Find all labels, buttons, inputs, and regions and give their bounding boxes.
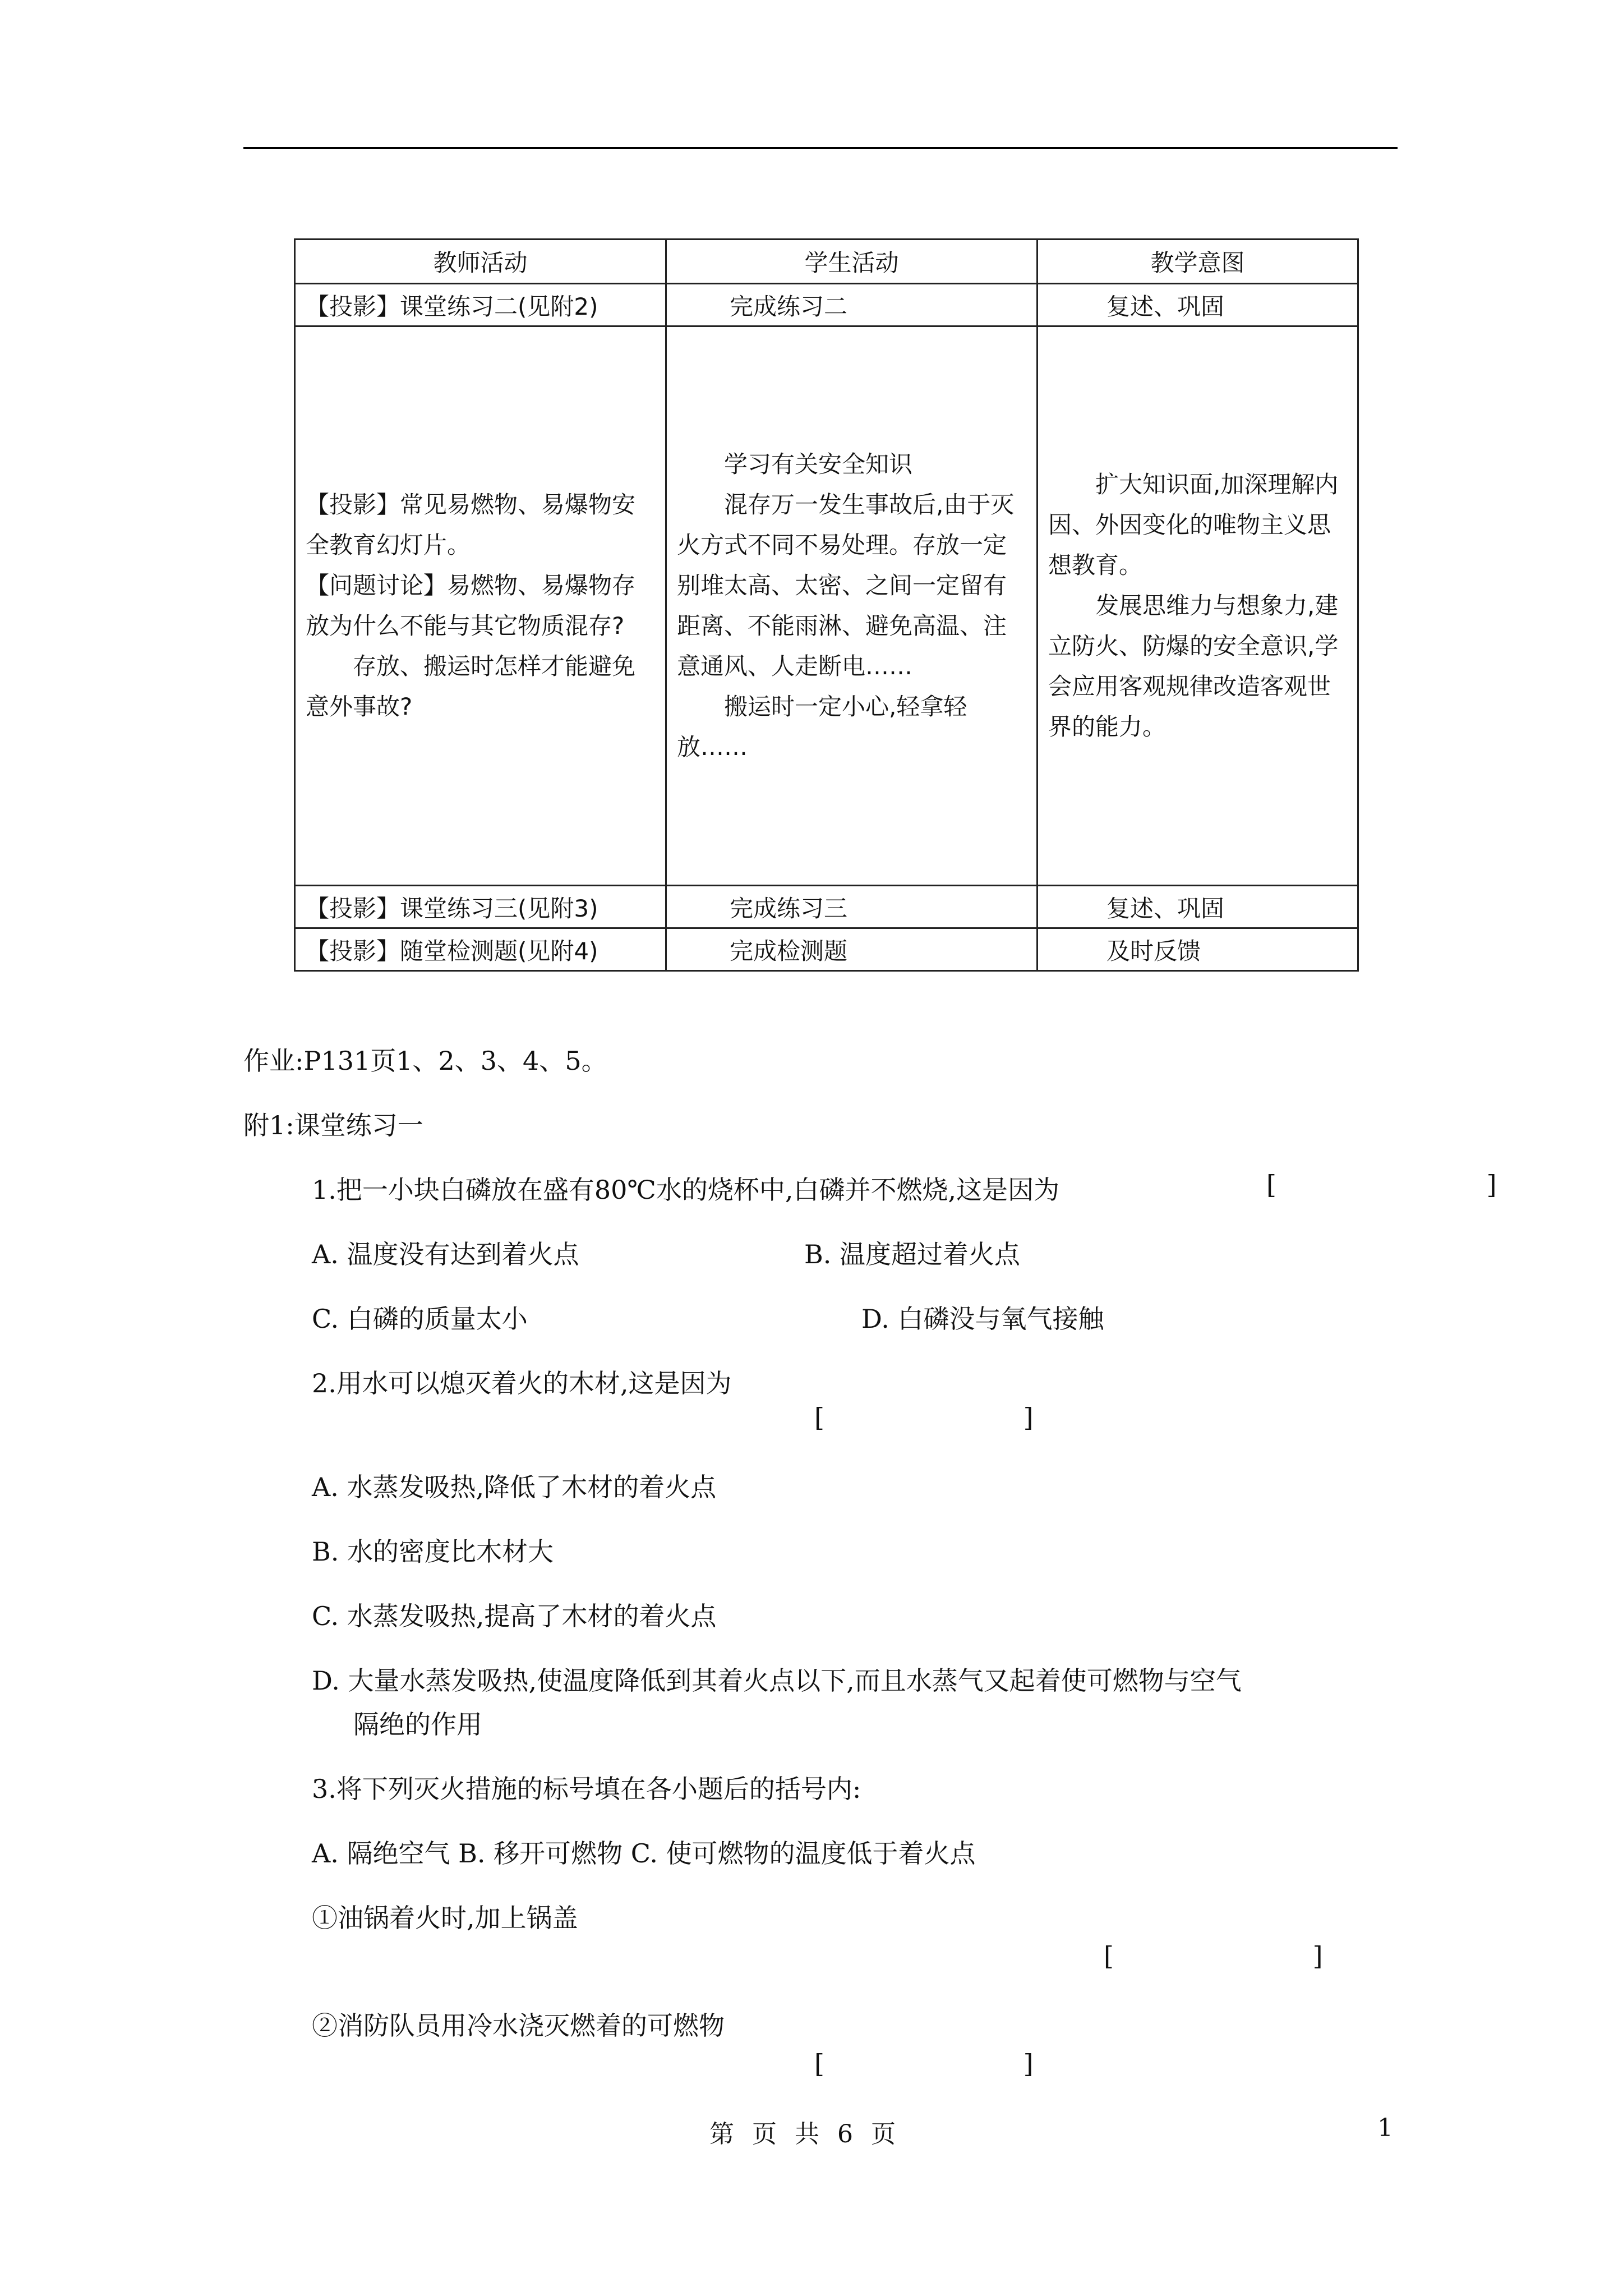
question-1-stem: 1.把一小块白磷放在盛有80℃水的烧杯中,白磷并不燃烧,这是因为 [312, 1175, 1060, 1205]
teacher-text: 【问题讨论】易燃物、易爆物存放为什么不能与其它物质混存? [306, 572, 636, 639]
intent-cell: 复述、巩固 [1038, 284, 1358, 326]
option-d: D. 白磷没与氧气接触 [861, 1304, 1104, 1334]
item-1-answer-bracket: [ ] [1104, 1941, 1418, 1971]
page-footer-label: 第 页 共 6 页 [709, 2120, 896, 2148]
intent-text: 发展思维力与想象力,建立防火、防爆的安全意识,学会应用客观规律改造客观世界的能力。 [1048, 592, 1339, 740]
header-student: 学生活动 [666, 240, 1038, 284]
intent-cell: 及时反馈 [1038, 928, 1358, 971]
teacher-cell: 【投影】课堂练习二(见附2) [295, 284, 666, 326]
option-d-continued: 隔绝的作用 [353, 1709, 482, 1740]
table-row [295, 886, 1358, 928]
table-row [295, 928, 1358, 971]
intent-text: 扩大知识面,加深理解内因、外因变化的唯物主义思想教育。 [1048, 471, 1339, 579]
item-2-answer-bracket: [ ] [814, 2049, 1129, 2079]
option-c: C. 白磷的质量太小 [312, 1304, 528, 1334]
teacher-cell: 【投影】随堂检测题(见附4) [295, 928, 666, 971]
question-3-item-1: ①油锅着火时,加上锅盖 [312, 1903, 578, 1933]
teacher-cell: 【投影】课堂练习三(见附3) [295, 886, 666, 928]
table-row [295, 284, 1358, 326]
option-b: B. 水的密度比木材大 [312, 1536, 554, 1567]
header-rule [243, 147, 1398, 149]
student-cell: 完成练习二 [666, 284, 1038, 326]
student-text: 混存万一发生事故后,由于灭火方式不同不易处理。存放一定别堆太高、太密、之间一定留有距离、不能雨淋、避免高温、注意通风、人走断电…… [677, 491, 1015, 680]
option-b: B. 温度超过着火点 [804, 1239, 1021, 1269]
student-cell: 完成练习三 [666, 886, 1038, 928]
student-cell [666, 326, 1038, 886]
teacher-text: 存放、搬运时怎样才能避免意外事故? [306, 652, 636, 720]
option-a: A. 温度没有达到着火点 [312, 1239, 579, 1269]
intent-cell [1038, 326, 1358, 886]
lesson-plan-table [294, 238, 1359, 972]
measure-options: A. 隔绝空气 B. 移开可燃物 C. 使可燃物的温度低于着火点 [312, 1838, 976, 1869]
intent-cell: 复述、巩固 [1038, 886, 1358, 928]
student-cell: 完成检测题 [666, 928, 1038, 971]
option-c: C. 水蒸发吸热,提高了木材的着火点 [312, 1601, 717, 1631]
student-text: 搬运时一定小心,轻拿轻放…… [677, 693, 967, 761]
page-number: 1 [1377, 2114, 1393, 2142]
question-3-item-2: ②消防队员用冷水浇灭燃着的可燃物 [312, 2010, 725, 2041]
student-text: 学习有关安全知识 [724, 450, 913, 478]
header-intent: 教学意图 [1038, 240, 1358, 284]
question-1-answer-bracket: [ ] [1266, 1170, 1598, 1200]
appendix-title: 附1:课堂练习一 [243, 1110, 423, 1140]
header-teacher: 教师活动 [295, 240, 666, 284]
table-row [295, 326, 1358, 886]
teacher-text: 【投影】常见易燃物、易爆物安全教育幻灯片。 [306, 491, 636, 559]
option-d: D. 大量水蒸发吸热,使温度降低到其着火点以下,而且水蒸气又起着使可燃物与空气 [312, 1665, 1242, 1696]
option-a: A. 水蒸发吸热,降低了木材的着火点 [312, 1472, 717, 1502]
question-3-stem: 3.将下列灭火措施的标号填在各小题后的括号内: [312, 1774, 861, 1804]
teacher-cell [295, 326, 666, 886]
table-header-row [295, 240, 1358, 284]
question-2-answer-bracket: [ ] [814, 1402, 1129, 1433]
question-2-stem: 2.用水可以熄灭着火的木材,这是因为 [312, 1368, 732, 1398]
homework-line: 作业:P131页1、2、3、4、5。 [243, 1046, 607, 1076]
